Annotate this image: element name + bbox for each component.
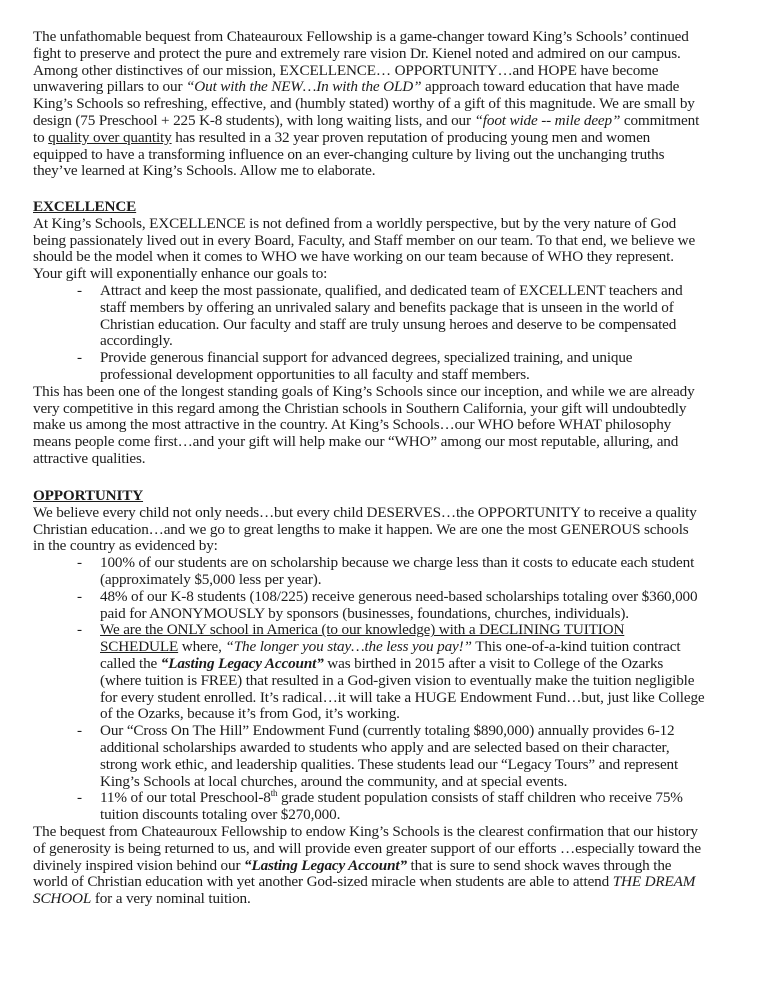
text-line: (approximately $5,000 less per year). (100, 570, 322, 588)
text-run: Attract and keep the most passionate, qualified, and dedicated team of EXCELLENT teachers and (100, 281, 683, 299)
bullet-dash: - (77, 587, 82, 605)
underlined-phrase: quality over quantity (48, 128, 172, 146)
text-run: called the (100, 654, 161, 672)
italic-phrase: THE DREAM (612, 873, 696, 891)
text-run: has resulted in a 32 year proven reputation of producing young men and women (171, 128, 651, 146)
text-line (33, 656, 733, 673)
text-line (33, 639, 733, 656)
italic-quote: “The longer you stay…the less you pay!” (225, 638, 472, 656)
section-heading-excellence: EXCELLENCE (33, 198, 137, 215)
text-line: they’ve learned at King’s Schools. Allow me to elaborate. (33, 162, 376, 180)
text-line: professional development opportunities to all faculty and staff members. (100, 365, 530, 383)
text-run: divinely inspired vision behind our (33, 856, 244, 874)
text-line: Christian education…and we go to great lengths to make it happen. We are one the most GENEROUS schools (33, 520, 689, 538)
text-run: unwavering pillars to our (33, 78, 187, 96)
intro-paragraph (33, 29, 733, 180)
text-line: The bequest from Chateauroux Fellowship to endow King’s Schools is the clearest confirmation that our history (33, 822, 698, 840)
text-run: 100% of our students are on scholarship because we charge less than it costs to educate each student (100, 554, 695, 572)
text-line: being passionately lived out in every Board, Faculty, and Staff member on our team. To that end, we believe we (33, 231, 696, 249)
text-line: fight to preserve and protect the pure and extremely rare vision Dr. Kienel noted and admired on our campus. (33, 44, 681, 62)
bullet-item (33, 283, 733, 350)
bullet-item (33, 555, 733, 589)
text-run: This one-of-a-kind tuition contract (471, 638, 681, 656)
underlined-phrase: SCHEDULE (100, 638, 179, 656)
section-heading-opportunity: OPPORTUNITY (33, 487, 144, 504)
text-run: commitment (620, 111, 700, 129)
text-line (33, 723, 733, 740)
text-run: for a very nominal tuition. (91, 890, 251, 908)
text-line: staff members by offering an unrivaled salary and benefits package that is unseen in the world of (100, 298, 674, 316)
text-line: equipped to have a transforming influence on an ever-changing culture by living out the unchanging truths (33, 145, 665, 163)
text-line: Your gift will exponentially enhance our goals to: (33, 265, 328, 283)
bullet-dash: - (77, 554, 82, 572)
text-line: of the Ozarks, because it’s from God, it’s working. (100, 705, 400, 723)
underlined-phrase: We are the ONLY school in America (to our knowledge) with a DECLINING TUITION (100, 621, 625, 639)
text-line (33, 283, 733, 300)
superscript: th (270, 788, 278, 799)
text-line (33, 555, 733, 572)
text-line: This has been one of the longest standing goals of King’s Schools since our inception, and while we are already (33, 382, 695, 400)
text-line (33, 350, 733, 367)
text-line (33, 79, 733, 96)
italic-phrase: SCHOOL (33, 890, 92, 908)
text-line: King’s Schools at local churches, around the community, and at special events. (100, 772, 568, 790)
italic-quote: “Out with the NEW…In with the OLD” (186, 78, 422, 96)
text-line: should be the model when it comes to WHO we have working on our team because of WHO they represent. (33, 248, 674, 266)
bullet-item (33, 589, 733, 623)
text-run: that is sure to send shock waves through the (406, 856, 672, 874)
text-line (33, 130, 733, 147)
text-line: King’s Schools so refreshing, effective, and (humbly stated) worthy of a gift of this magnitude. We are small by (33, 95, 695, 113)
text-line: At King’s Schools, EXCELLENCE is not defined from a worldly perspective, but by the very nature of God (33, 214, 677, 232)
text-line: accordingly. (100, 332, 173, 350)
bold-italic-phrase: “Lasting Legacy Account” (160, 654, 324, 672)
text-line: Christian education. Our faculty and staff are truly unsung heroes and deserve to be compensated (100, 315, 677, 333)
text-line: (where tuition is FREE) that resulted in a God-given vision to eventually make the tuition negligible (100, 671, 695, 689)
bold-italic-phrase: “Lasting Legacy Account” (244, 856, 407, 874)
text-run: where, (178, 638, 226, 656)
bullet-dash: - (77, 281, 82, 299)
bullet-dash: - (77, 621, 82, 639)
text-run: 48% of our K-8 students (108/225) receive generous need-based scholarships totaling over $360,000 (100, 587, 698, 605)
bullet-item (33, 622, 733, 723)
text-line (33, 874, 733, 891)
bullet-item (33, 723, 733, 790)
excellence-section (33, 199, 733, 468)
text-line: of generosity is being returned to us, and will provide even greater support of our efforts …especially toward the (33, 839, 701, 857)
text-run: grade student population consists of staff children who receive 75% (277, 789, 683, 807)
text-line: The unfathomable bequest from Chateauroux Fellowship is a game-changer toward King’s Schools’ continued (33, 28, 689, 45)
bullet-dash: - (77, 349, 82, 367)
text-line (33, 858, 733, 875)
text-run: was birthed in 2015 after a visit to College of the Ozarks (323, 654, 664, 672)
text-line: in the country as evidenced by: (33, 537, 218, 555)
text-line (33, 622, 733, 639)
text-run: world of Christian education with yet another God-sized miracle when students are able to attend (33, 873, 613, 891)
bullet-item (33, 350, 733, 384)
text-run: approach toward education that have made (421, 78, 680, 96)
italic-quote: “foot wide -- mile deep” (474, 111, 621, 129)
text-line: make us among the most attractive in the country. At King’s Schools…our WHO before WHAT philosophy (33, 416, 672, 434)
text-run: Provide generous financial support for advanced degrees, specialized training, and unique (100, 349, 633, 367)
text-line: strong work ethic, and leadership qualities. These students lead our “Legacy Tours” and represent (100, 755, 679, 773)
text-run: 11% of our total Preschool-8 (100, 789, 271, 807)
text-line: Among other distinctives of our mission, EXCELLENCE… OPPORTUNITY…and HOPE have become (33, 61, 659, 79)
text-line: attractive qualities. (33, 449, 146, 467)
bullet-dash: - (77, 789, 82, 807)
bullet-item (33, 790, 733, 824)
text-line (33, 790, 733, 807)
text-line: We believe every child not only needs…but every child DESERVES…the OPPORTUNITY to receive a quality (33, 503, 697, 521)
text-line: for every student enrolled. It’s radical…it will take a HUGE Endowment Fund…but, just like College (100, 688, 705, 706)
text-line (33, 589, 733, 606)
text-line: tuition discounts totaling over $270,000. (100, 806, 341, 824)
text-line: very competitive in this regard among the Christian schools in Southern California, your gift will undoubtedly (33, 399, 687, 417)
text-line: means people come first…and your gift will help make our “WHO” among our most reputable, alluring, and (33, 433, 679, 451)
text-line (33, 113, 733, 130)
opportunity-section (33, 488, 733, 908)
text-run: design (75 Preschool + 225 K-8 students), with long waiting lists, and our (33, 111, 475, 129)
bullet-dash: - (77, 722, 82, 740)
text-run: to (33, 128, 49, 146)
text-line: additional scholarships awarded to students who apply and are selected based on their character, (100, 738, 670, 756)
text-line: paid for ANONYMOUSLY by sponsors (businesses, foundations, churches, individuals). (100, 604, 629, 622)
text-run: Our “Cross On The Hill” Endowment Fund (currently totaling $890,000) annually provides 6-12 (100, 722, 675, 740)
text-line (33, 891, 733, 908)
